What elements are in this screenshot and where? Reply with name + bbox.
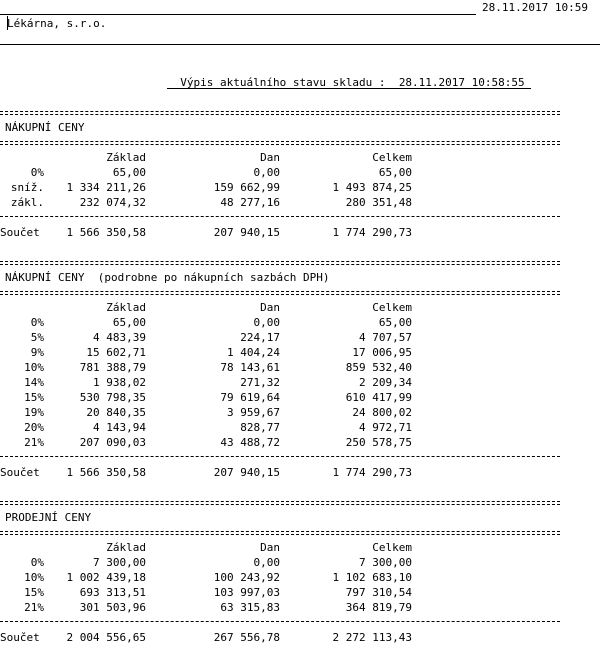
rate-label: 10%: [24, 361, 44, 374]
tax-value: 78 143,61: [220, 361, 280, 374]
tax-value: 1 404,24: [227, 346, 280, 359]
tax-value: 0,00: [253, 316, 280, 329]
section-1-column-headers: [0, 151, 560, 164]
base-value: 1 334 211,26: [66, 181, 146, 194]
tax-value: 0,00: [253, 556, 280, 569]
tax-value: 43 488,72: [220, 436, 280, 449]
table-row: [0, 346, 560, 359]
sum-total-value: 1 774 290,73: [332, 466, 412, 479]
total-value: 4 707,57: [359, 331, 412, 344]
column-header-tax: Dan: [260, 541, 280, 554]
total-value: 24 800,02: [352, 406, 412, 419]
tax-value: 0,00: [253, 166, 280, 179]
tax-value: 100 243,92: [213, 571, 280, 584]
table-row: [0, 316, 560, 329]
total-value: 364 819,79: [345, 601, 412, 614]
section-2-column-headers: [0, 301, 560, 314]
base-value: 15 602,71: [86, 346, 146, 359]
total-value: 797 310,54: [345, 586, 412, 599]
sum-base-value: 2 004 556,65: [66, 631, 146, 644]
total-value: 280 351,48: [345, 196, 412, 209]
rate-label: 5%: [30, 331, 44, 344]
total-value: 610 417,99: [345, 391, 412, 404]
rate-label: zákl.: [10, 196, 44, 209]
section-2-title: NÁKUPNÍ CENY (podrobne po nákupních sazbách DPH): [5, 271, 330, 284]
base-value: 4 143,94: [93, 421, 146, 434]
column-header-tax: Dan: [260, 151, 280, 164]
base-value: 693 313,51: [79, 586, 146, 599]
tax-value: 3 959,67: [227, 406, 280, 419]
base-value: 20 840,35: [86, 406, 146, 419]
table-row: [0, 196, 560, 209]
report-datetime: 28.11.2017 10:58:55: [398, 76, 525, 89]
header-rule-top: [0, 14, 476, 15]
sum-tax-value: 267 556,78: [213, 631, 280, 644]
total-value: 65,00: [378, 166, 412, 179]
rate-label: 20%: [24, 421, 44, 434]
rate-label: 19%: [24, 406, 44, 419]
section-1-rule-header: [0, 141, 560, 145]
table-row: [0, 556, 560, 569]
header-rule-bottom: [0, 44, 600, 45]
rate-label: 10%: [24, 571, 44, 584]
rate-label: 0%: [30, 556, 44, 569]
table-row: [0, 376, 560, 389]
rate-label: 0%: [30, 166, 44, 179]
total-value: 65,00: [378, 316, 412, 329]
header-date: 28.11.2017 10:59: [482, 1, 588, 14]
section-1-rule-top: [0, 111, 560, 115]
base-value: 1 938,02: [93, 376, 146, 389]
total-value: 17 006,95: [352, 346, 412, 359]
sum-tax-value: 207 940,15: [213, 226, 280, 239]
sum-row: [0, 631, 560, 644]
table-row: [0, 361, 560, 374]
table-row: [0, 166, 560, 179]
sum-label: Součet: [0, 631, 40, 644]
company-name: Lékárna, s.r.o.: [7, 17, 107, 30]
column-header-total: Celkem: [372, 151, 412, 164]
tax-value: 79 619,64: [220, 391, 280, 404]
tax-value: 828,77: [240, 421, 280, 434]
section-2-sum-rule: [0, 456, 560, 457]
report-title: [167, 63, 525, 89]
base-value: 232 074,32: [79, 196, 146, 209]
sum-label: Součet: [0, 226, 40, 239]
base-value: 65,00: [112, 316, 146, 329]
sum-label: Součet: [0, 466, 40, 479]
table-row: [0, 331, 560, 344]
tax-value: 159 662,99: [213, 181, 280, 194]
section-2-rule-header: [0, 291, 560, 295]
total-value: 1 102 683,10: [332, 571, 412, 584]
rate-label: 21%: [24, 436, 44, 449]
base-value: 301 503,96: [79, 601, 146, 614]
base-value: 781 388,79: [79, 361, 146, 374]
total-value: 250 578,75: [345, 436, 412, 449]
sum-total-value: 2 272 113,43: [332, 631, 412, 644]
tax-value: 103 997,03: [213, 586, 280, 599]
report-title-label: Výpis aktuálního stavu skladu :: [180, 76, 386, 89]
total-value: 859 532,40: [345, 361, 412, 374]
table-row: [0, 421, 560, 434]
total-value: 7 300,00: [359, 556, 412, 569]
total-value: 4 972,71: [359, 421, 412, 434]
section-2-rule-top: [0, 261, 560, 265]
section-1-title: NÁKUPNÍ CENY: [5, 121, 85, 134]
column-header-total: Celkem: [372, 541, 412, 554]
table-row: [0, 406, 560, 419]
sum-row: [0, 226, 560, 239]
section-3-rule-top: [0, 501, 560, 505]
column-header-base: Základ: [106, 541, 146, 554]
tax-value: 224,17: [240, 331, 280, 344]
table-row: [0, 436, 560, 449]
base-value: 1 002 439,18: [66, 571, 146, 584]
section-3-rule-header: [0, 531, 560, 535]
section-3-sum-rule: [0, 621, 560, 622]
table-row: [0, 181, 560, 194]
column-header-base: Základ: [106, 151, 146, 164]
tax-value: 63 315,83: [220, 601, 280, 614]
total-value: 1 493 874,25: [332, 181, 412, 194]
column-header-tax: Dan: [260, 301, 280, 314]
rate-label: 15%: [24, 391, 44, 404]
table-row: [0, 586, 560, 599]
sum-row: [0, 466, 560, 479]
rate-label: 21%: [24, 601, 44, 614]
section-1-sum-rule: [0, 216, 560, 217]
table-row: [0, 601, 560, 614]
sum-base-value: 1 566 350,58: [66, 226, 146, 239]
base-value: 530 798,35: [79, 391, 146, 404]
rate-label: 14%: [24, 376, 44, 389]
section-3-title: PRODEJNÍ CENY: [5, 511, 92, 524]
sum-tax-value: 207 940,15: [213, 466, 280, 479]
table-row: [0, 571, 560, 584]
base-value: 207 090,03: [79, 436, 146, 449]
base-value: 7 300,00: [93, 556, 146, 569]
base-value: 4 483,39: [93, 331, 146, 344]
base-value: 65,00: [112, 166, 146, 179]
rate-label: 15%: [24, 586, 44, 599]
sum-total-value: 1 774 290,73: [332, 226, 412, 239]
tax-value: 271,32: [240, 376, 280, 389]
rate-label: sníž.: [10, 181, 44, 194]
report-title-underline: [167, 88, 531, 89]
tax-value: 48 277,16: [220, 196, 280, 209]
column-header-base: Základ: [106, 301, 146, 314]
section-3-column-headers: [0, 541, 560, 554]
rate-label: 0%: [30, 316, 44, 329]
column-header-total: Celkem: [372, 301, 412, 314]
table-row: [0, 391, 560, 404]
sum-base-value: 1 566 350,58: [66, 466, 146, 479]
rate-label: 9%: [30, 346, 44, 359]
total-value: 2 209,34: [359, 376, 412, 389]
